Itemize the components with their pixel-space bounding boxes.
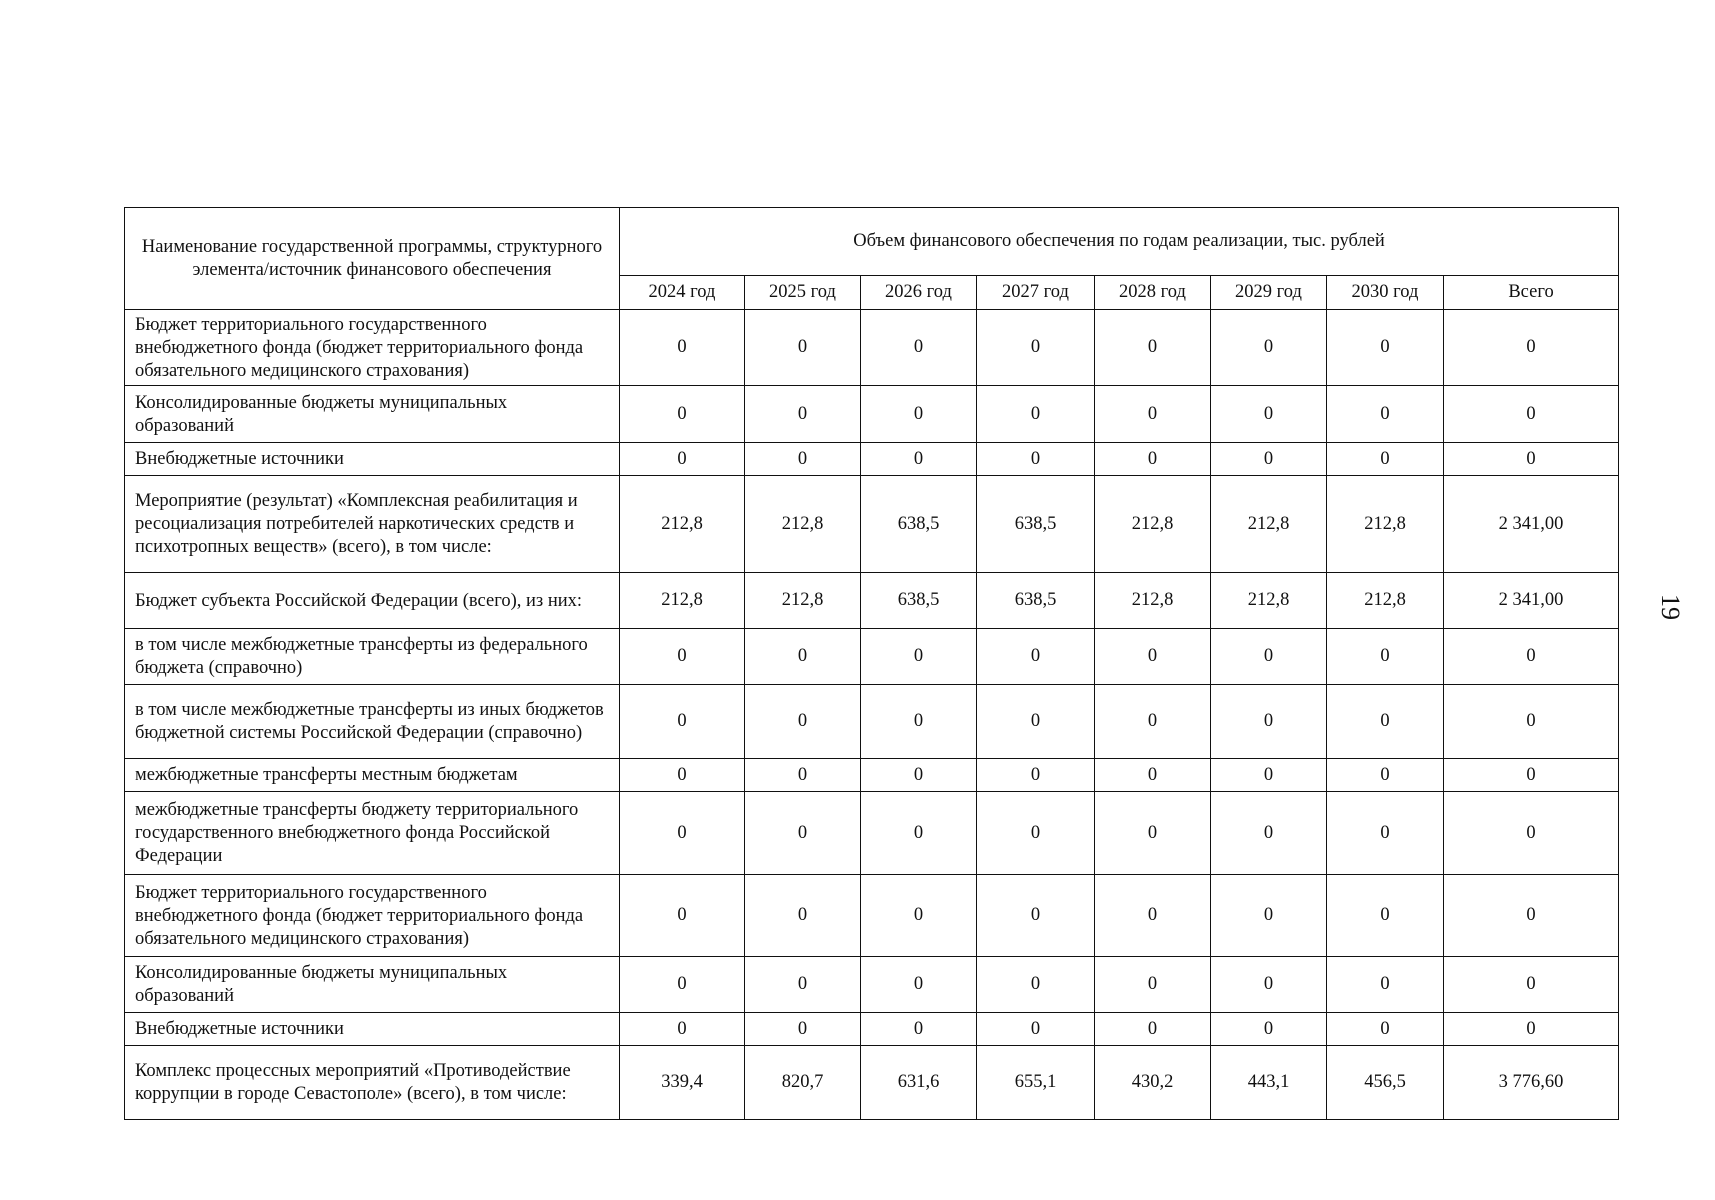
total-cell: 0 bbox=[1444, 386, 1619, 443]
value-cell: 638,5 bbox=[977, 476, 1095, 573]
row-name-cell: Внебюджетные источники bbox=[125, 1013, 620, 1046]
value-cell: 0 bbox=[1211, 685, 1327, 759]
value-cell: 0 bbox=[1095, 759, 1211, 792]
value-cell: 0 bbox=[977, 629, 1095, 685]
total-cell: 0 bbox=[1444, 629, 1619, 685]
value-cell: 0 bbox=[620, 629, 745, 685]
table-body bbox=[125, 310, 1619, 1120]
value-cell: 0 bbox=[745, 310, 861, 386]
table-row bbox=[125, 310, 1619, 386]
value-cell: 0 bbox=[745, 386, 861, 443]
value-cell: 0 bbox=[861, 685, 977, 759]
value-cell: 0 bbox=[1211, 443, 1327, 476]
value-cell: 0 bbox=[1327, 792, 1444, 875]
row-name-cell: Комплекс процессных мероприятий «Противодействие коррупции в городе Севастополе» (всего), в том числе: bbox=[125, 1046, 620, 1120]
table-row bbox=[125, 443, 1619, 476]
value-cell: 631,6 bbox=[861, 1046, 977, 1120]
value-cell: 0 bbox=[1327, 1013, 1444, 1046]
value-cell: 0 bbox=[1211, 875, 1327, 957]
value-cell: 456,5 bbox=[1327, 1046, 1444, 1120]
value-cell: 0 bbox=[1211, 759, 1327, 792]
value-cell: 0 bbox=[620, 875, 745, 957]
financing-group-header: Объем финансового обеспечения по годам реализации, тыс. рублей bbox=[620, 208, 1619, 276]
row-name-cell: Консолидированные бюджеты муниципальных образований bbox=[125, 957, 620, 1013]
value-cell: 0 bbox=[1327, 629, 1444, 685]
value-cell: 0 bbox=[1327, 957, 1444, 1013]
table-row bbox=[125, 476, 1619, 573]
total-cell: 0 bbox=[1444, 310, 1619, 386]
total-cell: 0 bbox=[1444, 443, 1619, 476]
total-header: Всего bbox=[1444, 276, 1619, 310]
value-cell: 0 bbox=[1327, 386, 1444, 443]
table-row bbox=[125, 875, 1619, 957]
value-cell: 0 bbox=[745, 443, 861, 476]
value-cell: 0 bbox=[861, 386, 977, 443]
total-cell: 0 bbox=[1444, 875, 1619, 957]
value-cell: 0 bbox=[977, 310, 1095, 386]
value-cell: 0 bbox=[1211, 1013, 1327, 1046]
value-cell: 0 bbox=[977, 875, 1095, 957]
value-cell: 0 bbox=[620, 759, 745, 792]
value-cell: 0 bbox=[1095, 310, 1211, 386]
value-cell: 0 bbox=[861, 759, 977, 792]
value-cell: 0 bbox=[1327, 443, 1444, 476]
year-header: 2026 год bbox=[861, 276, 977, 310]
value-cell: 0 bbox=[977, 759, 1095, 792]
value-cell: 0 bbox=[977, 386, 1095, 443]
year-header: 2025 год bbox=[745, 276, 861, 310]
year-header: 2027 год bbox=[977, 276, 1095, 310]
value-cell: 0 bbox=[1211, 629, 1327, 685]
table-row bbox=[125, 792, 1619, 875]
value-cell: 0 bbox=[1327, 310, 1444, 386]
table-row bbox=[125, 386, 1619, 443]
row-name-cell: Бюджет субъекта Российской Федерации (всего), из них: bbox=[125, 573, 620, 629]
value-cell: 0 bbox=[620, 443, 745, 476]
value-cell: 0 bbox=[1211, 957, 1327, 1013]
total-cell: 3 776,60 bbox=[1444, 1046, 1619, 1120]
value-cell: 0 bbox=[745, 792, 861, 875]
financing-table bbox=[124, 207, 1619, 1120]
value-cell: 0 bbox=[620, 386, 745, 443]
value-cell: 0 bbox=[1095, 685, 1211, 759]
row-name-cell: Бюджет территориального государственного внебюджетного фонда (бюджет территориального фонда обязательного медицинского страхования) bbox=[125, 875, 620, 957]
table-row bbox=[125, 629, 1619, 685]
total-cell: 2 341,00 bbox=[1444, 476, 1619, 573]
value-cell: 0 bbox=[620, 310, 745, 386]
value-cell: 212,8 bbox=[1327, 476, 1444, 573]
total-cell: 0 bbox=[1444, 1013, 1619, 1046]
table-row bbox=[125, 1013, 1619, 1046]
value-cell: 0 bbox=[1211, 792, 1327, 875]
value-cell: 212,8 bbox=[1095, 476, 1211, 573]
value-cell: 0 bbox=[861, 1013, 977, 1046]
total-cell: 0 bbox=[1444, 957, 1619, 1013]
value-cell: 0 bbox=[1095, 875, 1211, 957]
total-cell: 2 341,00 bbox=[1444, 573, 1619, 629]
row-name-cell: в том числе межбюджетные трансферты из федерального бюджета (справочно) bbox=[125, 629, 620, 685]
page-number: 19 bbox=[1656, 594, 1685, 620]
value-cell: 638,5 bbox=[861, 476, 977, 573]
value-cell: 0 bbox=[861, 310, 977, 386]
value-cell: 655,1 bbox=[977, 1046, 1095, 1120]
value-cell: 638,5 bbox=[861, 573, 977, 629]
row-name-cell: Бюджет территориального государственного внебюджетного фонда (бюджет территориального фонда обязательного медицинского страхования) bbox=[125, 310, 620, 386]
value-cell: 0 bbox=[861, 792, 977, 875]
value-cell: 820,7 bbox=[745, 1046, 861, 1120]
total-cell: 0 bbox=[1444, 759, 1619, 792]
value-cell: 339,4 bbox=[620, 1046, 745, 1120]
value-cell: 0 bbox=[1095, 1013, 1211, 1046]
value-cell: 0 bbox=[745, 875, 861, 957]
value-cell: 0 bbox=[1095, 443, 1211, 476]
value-cell: 0 bbox=[861, 443, 977, 476]
value-cell: 0 bbox=[745, 629, 861, 685]
table-header bbox=[125, 208, 1619, 310]
value-cell: 0 bbox=[977, 685, 1095, 759]
value-cell: 0 bbox=[1211, 310, 1327, 386]
value-cell: 212,8 bbox=[620, 573, 745, 629]
value-cell: 212,8 bbox=[1211, 573, 1327, 629]
value-cell: 0 bbox=[977, 792, 1095, 875]
value-cell: 0 bbox=[977, 957, 1095, 1013]
value-cell: 443,1 bbox=[1211, 1046, 1327, 1120]
row-name-cell: межбюджетные трансферты бюджету территориального государственного внебюджетного фонда Российской Федерации bbox=[125, 792, 620, 875]
value-cell: 0 bbox=[1327, 759, 1444, 792]
total-cell: 0 bbox=[1444, 792, 1619, 875]
table-row bbox=[125, 957, 1619, 1013]
value-cell: 638,5 bbox=[977, 573, 1095, 629]
value-cell: 0 bbox=[861, 875, 977, 957]
year-header: 2028 год bbox=[1095, 276, 1211, 310]
value-cell: 212,8 bbox=[1211, 476, 1327, 573]
value-cell: 0 bbox=[861, 957, 977, 1013]
value-cell: 0 bbox=[1095, 792, 1211, 875]
value-cell: 0 bbox=[1095, 629, 1211, 685]
row-name-cell: в том числе межбюджетные трансферты из иных бюджетов бюджетной системы Российской Федерации (справочно) bbox=[125, 685, 620, 759]
table-row bbox=[125, 685, 1619, 759]
value-cell: 0 bbox=[745, 957, 861, 1013]
value-cell: 0 bbox=[861, 629, 977, 685]
year-header: 2024 год bbox=[620, 276, 745, 310]
value-cell: 0 bbox=[1327, 685, 1444, 759]
value-cell: 0 bbox=[620, 792, 745, 875]
table-row bbox=[125, 1046, 1619, 1120]
value-cell: 212,8 bbox=[1095, 573, 1211, 629]
value-cell: 212,8 bbox=[745, 573, 861, 629]
value-cell: 0 bbox=[1327, 875, 1444, 957]
table-row bbox=[125, 573, 1619, 629]
value-cell: 430,2 bbox=[1095, 1046, 1211, 1120]
table-row bbox=[125, 759, 1619, 792]
value-cell: 0 bbox=[977, 1013, 1095, 1046]
value-cell: 0 bbox=[977, 443, 1095, 476]
value-cell: 0 bbox=[745, 685, 861, 759]
row-name-cell: Мероприятие (результат) «Комплексная реабилитация и ресоциализация потребителей наркотических средств и психотропных веществ» (всего), в том числе: bbox=[125, 476, 620, 573]
value-cell: 0 bbox=[1095, 386, 1211, 443]
row-name-cell: Внебюджетные источники bbox=[125, 443, 620, 476]
value-cell: 0 bbox=[620, 957, 745, 1013]
row-name-cell: Консолидированные бюджеты муниципальных образований bbox=[125, 386, 620, 443]
name-column-header: Наименование государственной программы, структурного элемента/источник финансового обеспечения bbox=[125, 208, 620, 310]
value-cell: 212,8 bbox=[1327, 573, 1444, 629]
value-cell: 0 bbox=[745, 759, 861, 792]
value-cell: 212,8 bbox=[620, 476, 745, 573]
value-cell: 0 bbox=[1211, 386, 1327, 443]
value-cell: 0 bbox=[745, 1013, 861, 1046]
value-cell: 0 bbox=[620, 685, 745, 759]
row-name-cell: межбюджетные трансферты местным бюджетам bbox=[125, 759, 620, 792]
value-cell: 0 bbox=[1095, 957, 1211, 1013]
year-header: 2029 год bbox=[1211, 276, 1327, 310]
total-cell: 0 bbox=[1444, 685, 1619, 759]
value-cell: 0 bbox=[620, 1013, 745, 1046]
value-cell: 212,8 bbox=[745, 476, 861, 573]
year-header: 2030 год bbox=[1327, 276, 1444, 310]
